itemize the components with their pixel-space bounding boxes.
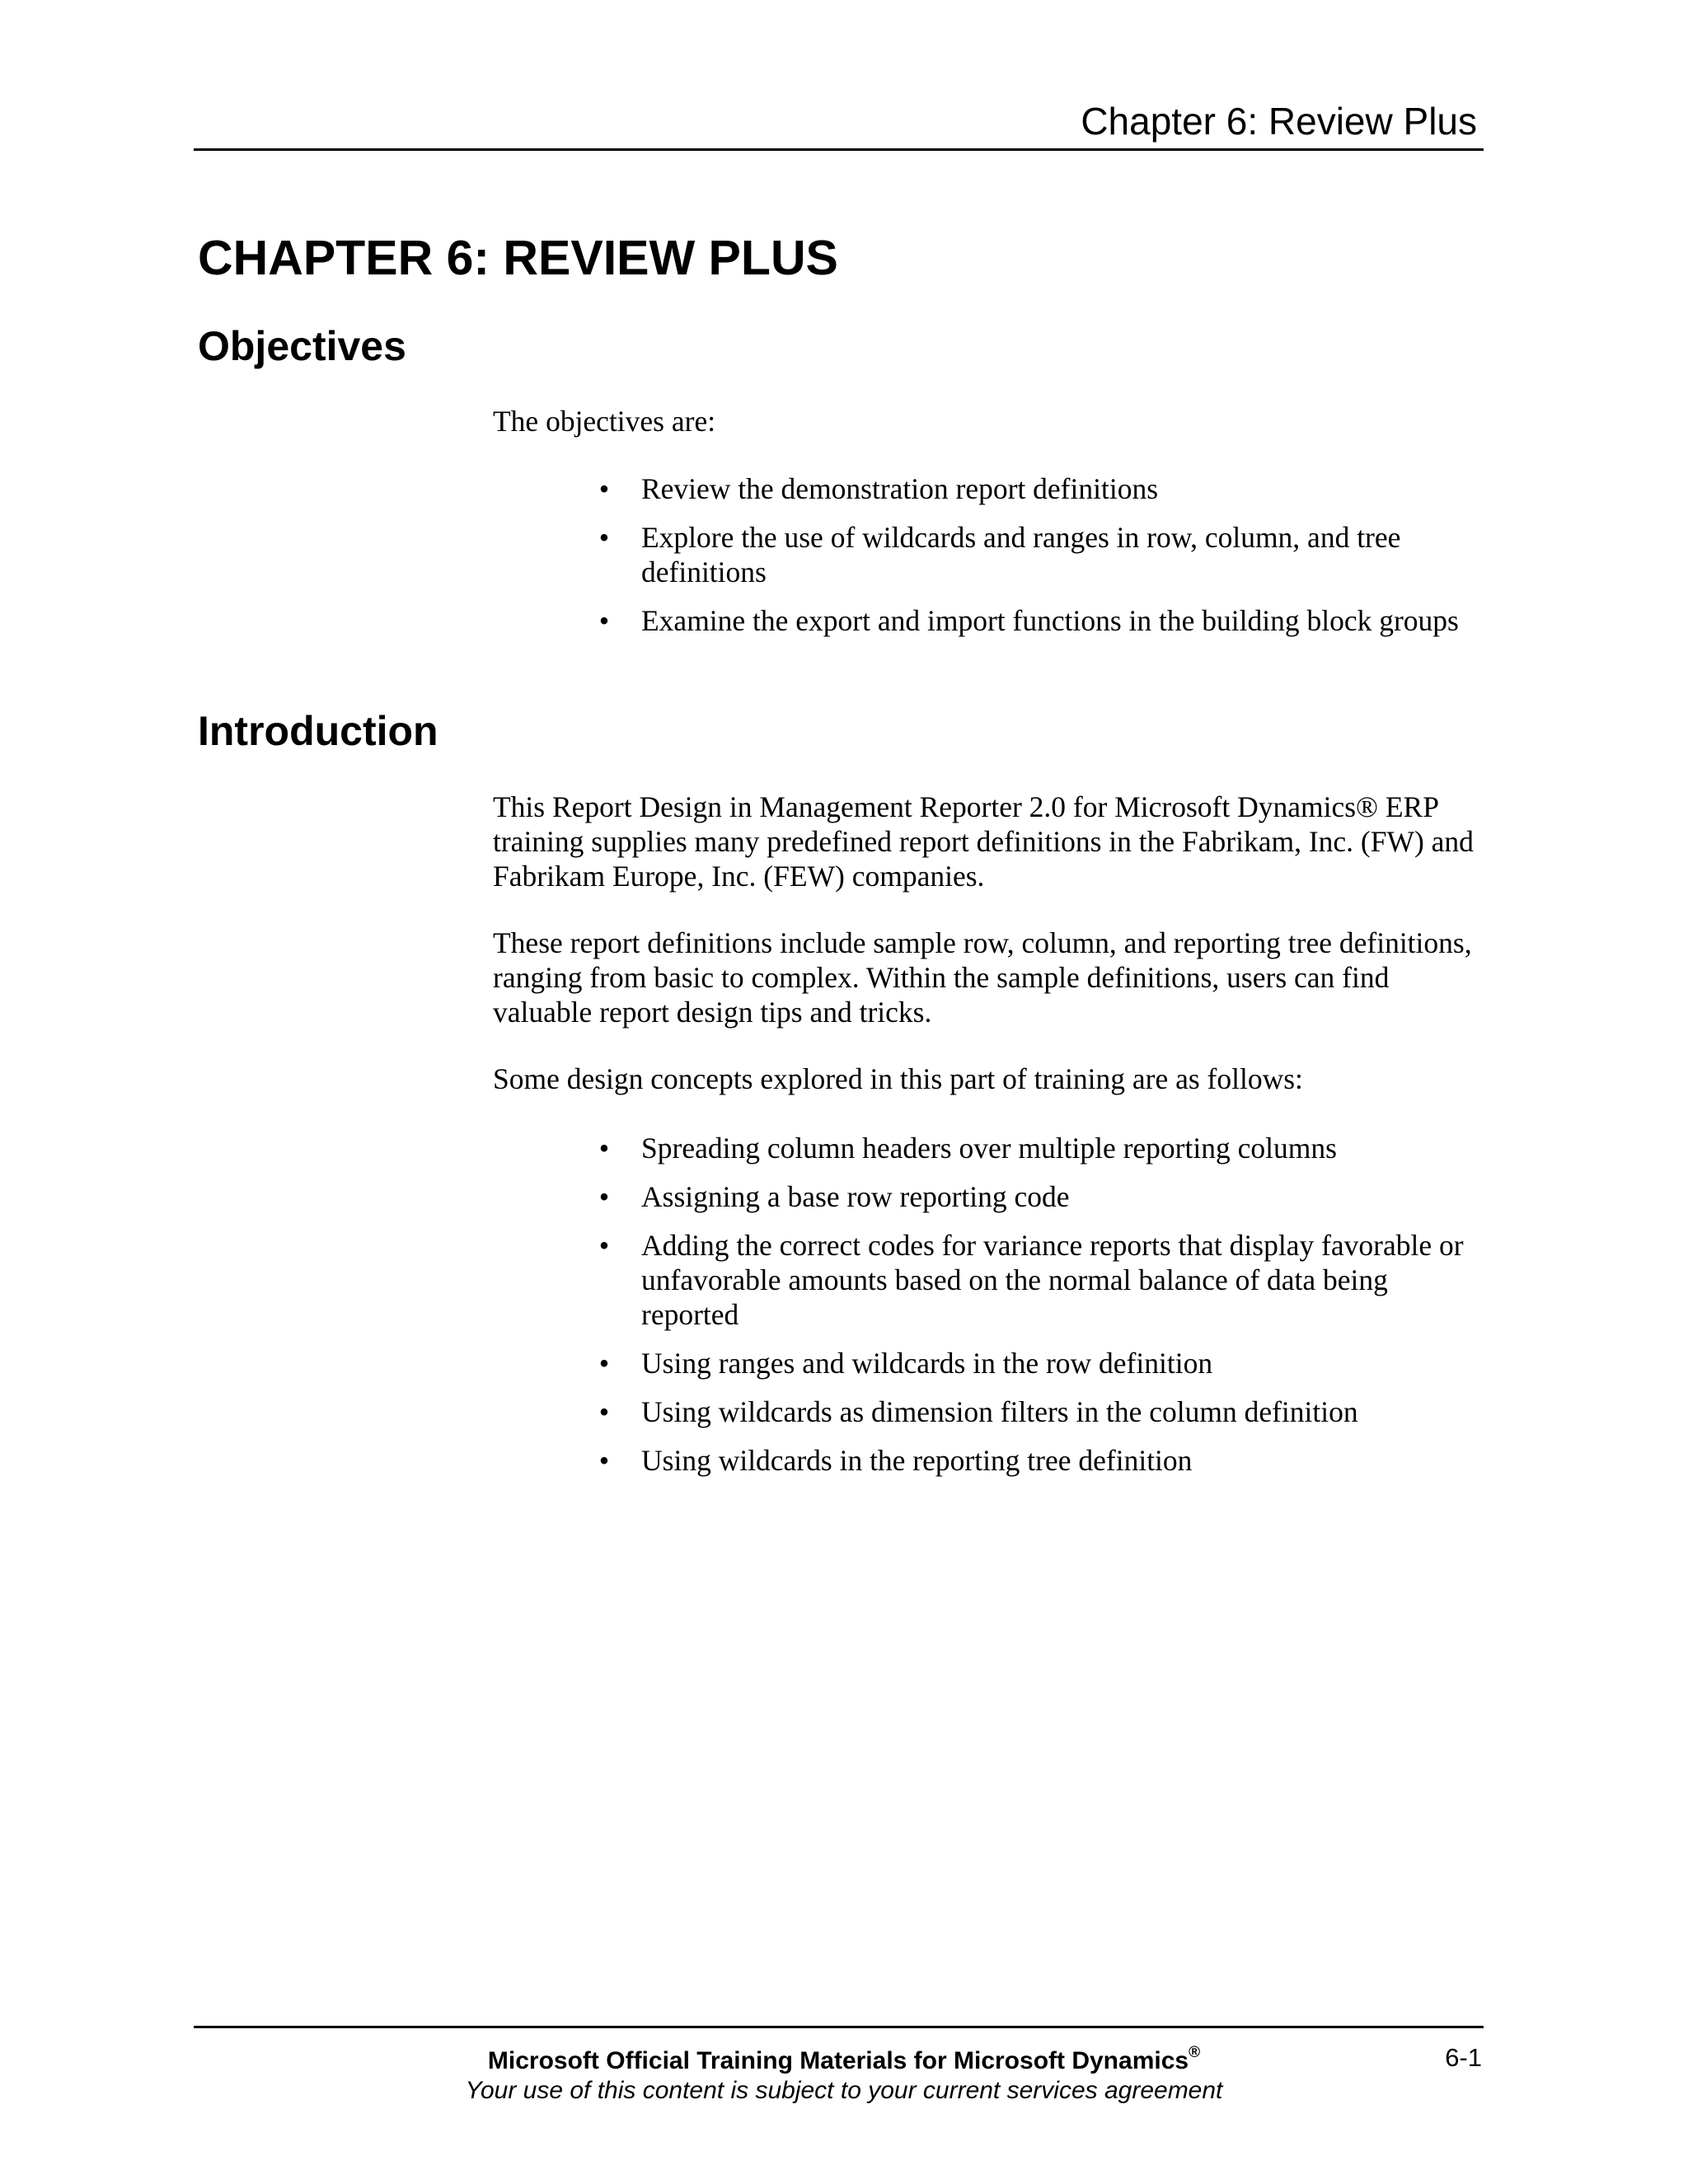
footer-copyright-line [0, 2046, 1688, 2077]
list-item-text: Explore the use of wildcards and ranges in row, column, and tree definitions [641, 521, 1401, 588]
list-item-text: Review the demonstration report definitions [641, 472, 1159, 505]
list-item-text: Using wildcards in the reporting tree definition [641, 1444, 1193, 1477]
page-number: 6-1 [1445, 2043, 1482, 2072]
design-concepts-list [592, 1131, 1478, 1492]
list-item-text: Adding the correct codes for variance reports that display favorable or unfavorable amounts based on the normal balance of data being reported [641, 1229, 1464, 1331]
bullet-icon: • [598, 521, 610, 554]
bullet-icon: • [598, 1229, 610, 1262]
bullet-icon: • [598, 1347, 610, 1380]
footer-title: Microsoft Official Training Materials for Microsoft Dynamics [487, 2047, 1189, 2074]
registered-mark: ® [1189, 2044, 1201, 2061]
list-item [592, 1443, 1478, 1478]
introduction-heading: Introduction [198, 708, 438, 754]
list-item-text: Assigning a base row reporting code [641, 1180, 1070, 1213]
list-item-text: Examine the export and import functions in the building block groups [641, 604, 1459, 637]
running-header-title: Chapter 6: Review Plus [1081, 100, 1477, 143]
bullet-icon: • [598, 472, 610, 505]
bullet-icon: • [598, 1444, 610, 1477]
list-item [592, 520, 1478, 589]
footer-agreement-line: Your use of this content is subject to your current services agreement [465, 2077, 1223, 2104]
introduction-paragraph-2: These report definitions include sample row, column, and reporting tree definitions, ranging from basic to complex. Within the sample definitions, users can find valuable report design tips and tricks. [493, 926, 1472, 1029]
bullet-icon: • [598, 604, 610, 637]
list-item-text: Using wildcards as dimension filters in the column definition [641, 1395, 1358, 1428]
list-item [592, 1346, 1478, 1380]
bullet-icon: • [598, 1132, 610, 1165]
list-item [592, 603, 1478, 638]
list-item [592, 1228, 1478, 1332]
objectives-list [592, 471, 1478, 652]
bullet-icon: • [598, 1180, 610, 1213]
introduction-paragraph-3: Some design concepts explored in this part of training are as follows: [493, 1062, 1303, 1095]
objectives-heading: Objectives [198, 323, 406, 369]
running-header [194, 95, 1484, 151]
list-item [592, 1394, 1478, 1429]
introduction-paragraph-1: This Report Design in Management Reporter 2.0 for Microsoft Dynamics® ERP training supplies many predefined report definitions in the Fabrikam, Inc. (FW) and Fabrikam Europe, Inc. (FEW) companies. [493, 790, 1474, 893]
list-item [592, 1131, 1478, 1165]
list-item [592, 1179, 1478, 1214]
list-item-text: Using ranges and wildcards in the row definition [641, 1347, 1213, 1380]
bullet-icon: • [598, 1395, 610, 1428]
list-item [592, 471, 1478, 506]
footer-rule [194, 2026, 1484, 2028]
chapter-title: CHAPTER 6: REVIEW PLUS [198, 231, 838, 285]
objectives-intro: The objectives are: [493, 405, 716, 438]
list-item-text: Spreading column headers over multiple reporting columns [641, 1132, 1337, 1165]
